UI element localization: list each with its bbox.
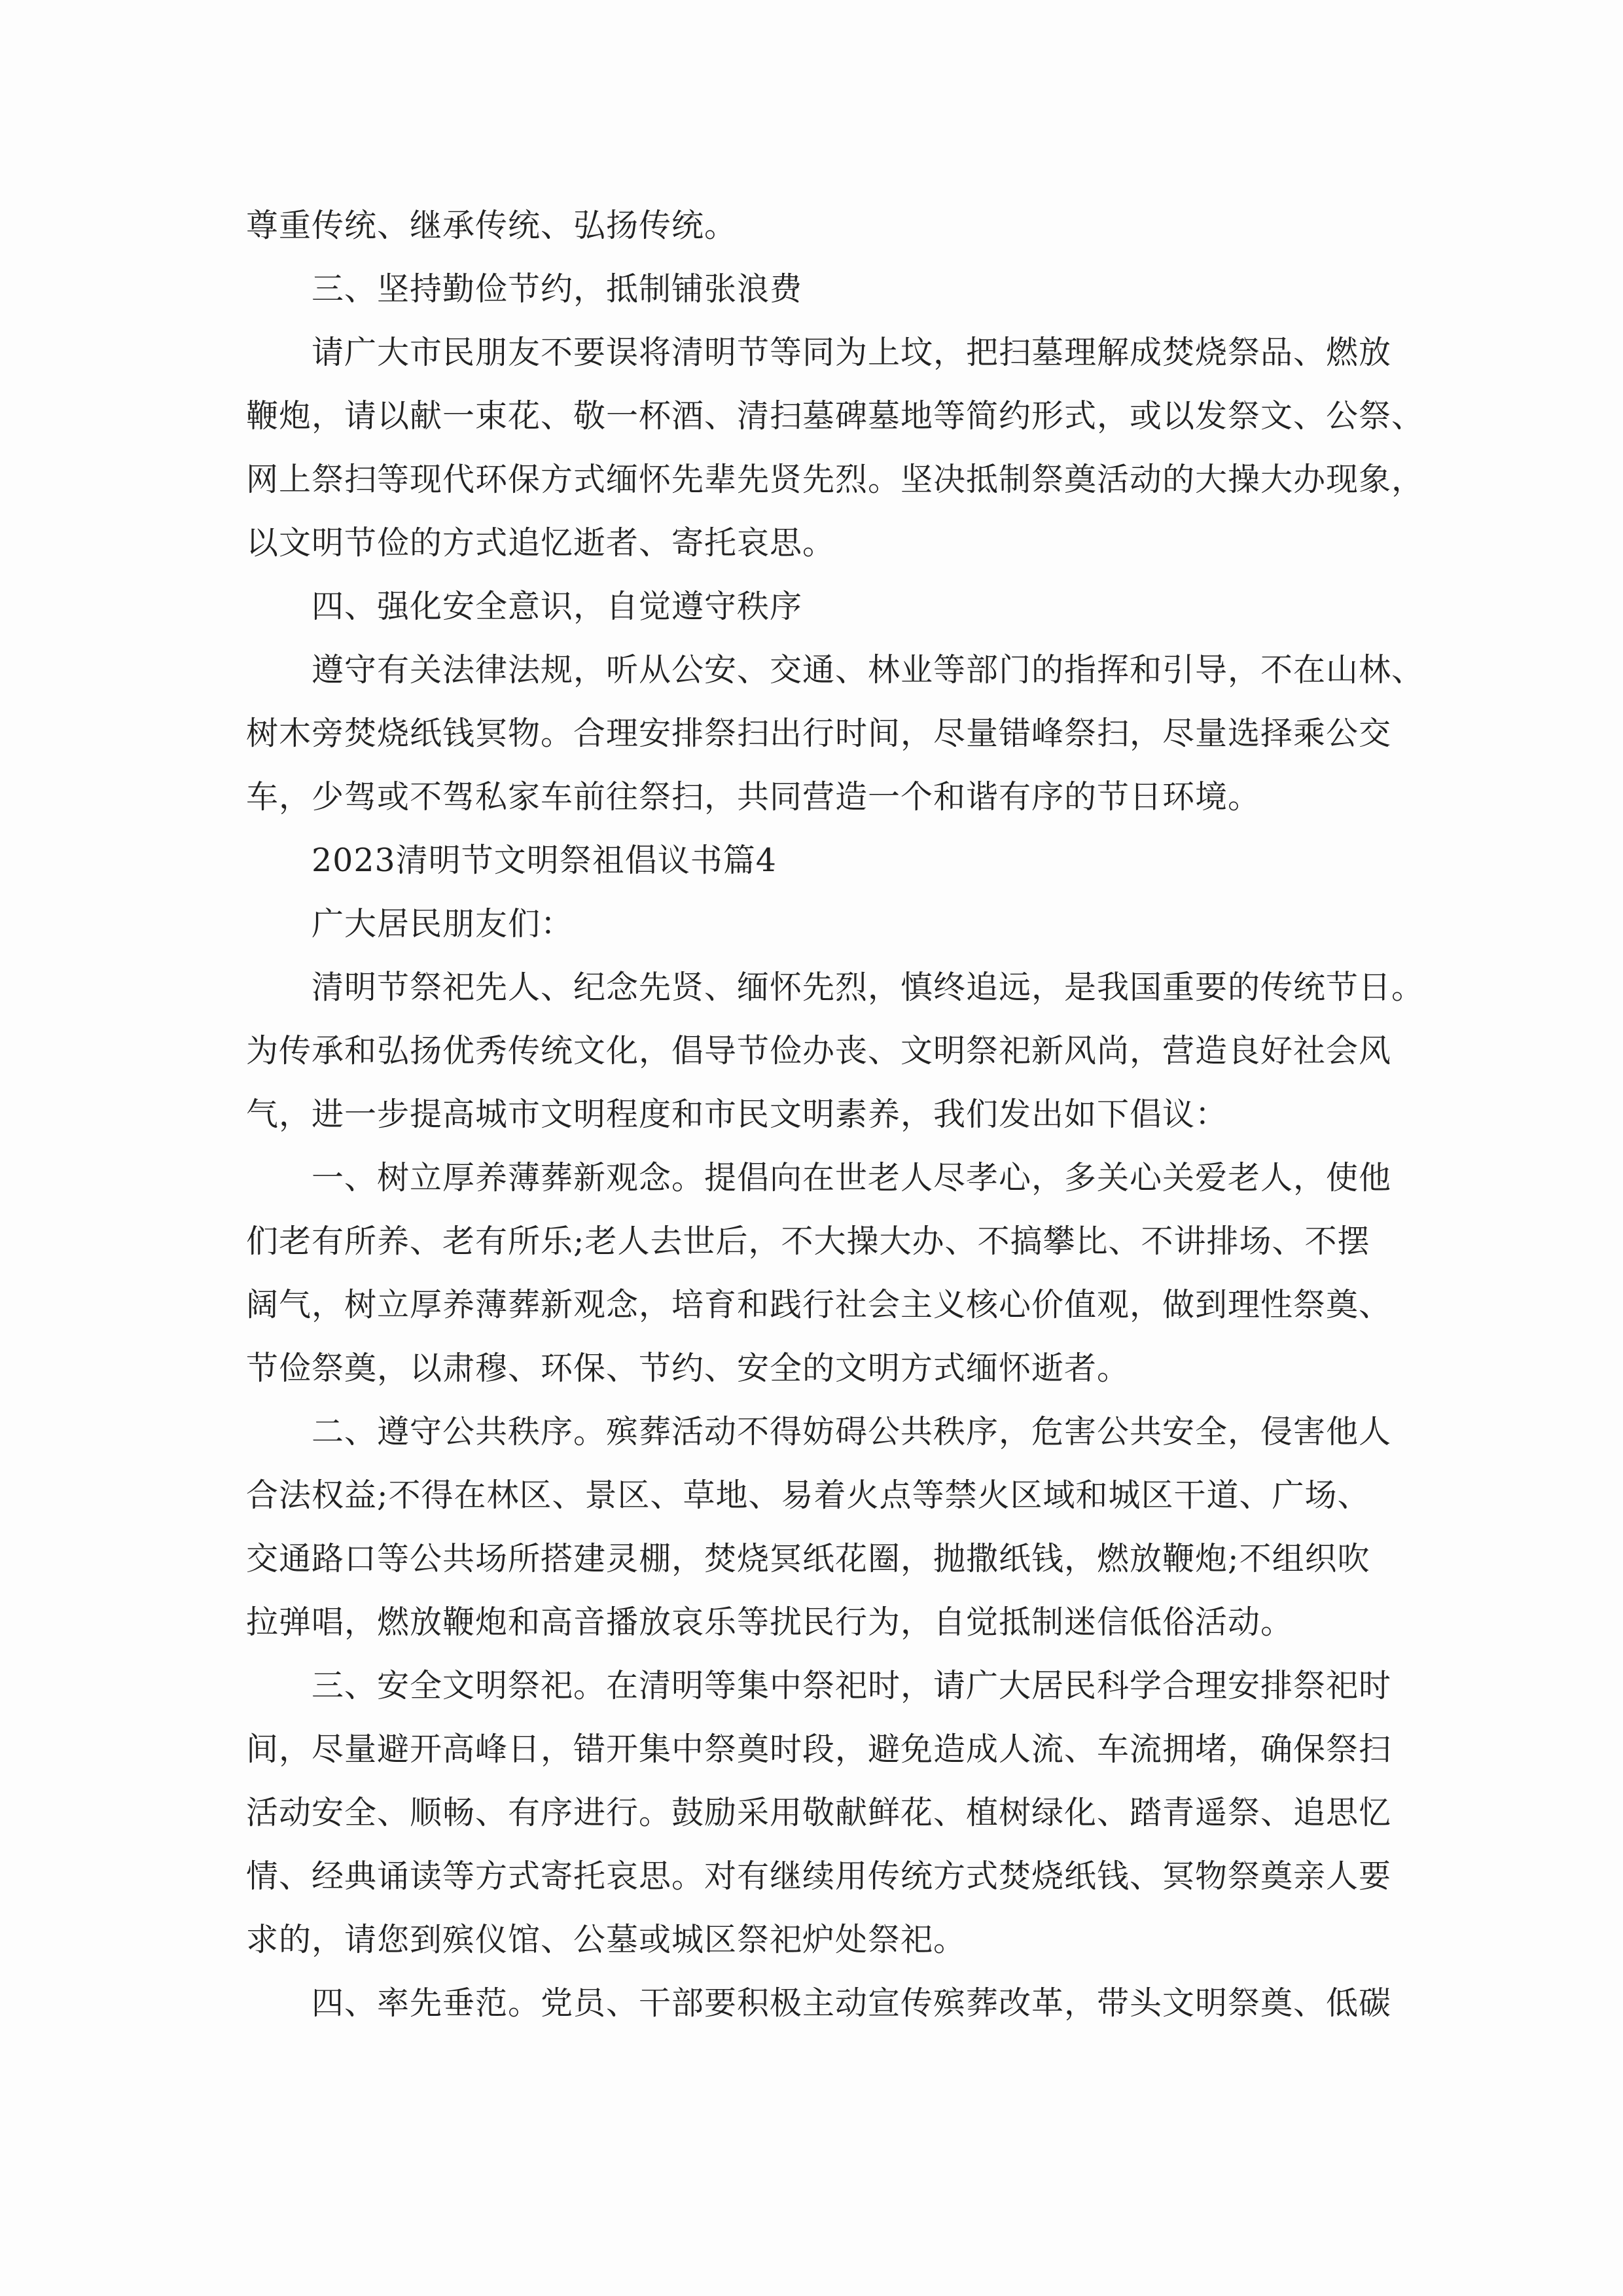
document-body	[246, 194, 1425, 2035]
text-line: 广大居民朋友们：	[312, 905, 574, 942]
text-line: 三、安全文明祭祀。在清明等集中祭祀时，请广大居民科学合理安排祭祀时	[312, 1667, 1392, 1704]
text-line: 交通路口等公共场所搭建灵棚，焚烧冥纸花圈，抛撒纸钱，燃放鞭炮;不组织吹	[246, 1540, 1370, 1577]
text-line: 节俭祭奠，以肃穆、环保、节约、安全的文明方式缅怀逝者。	[246, 1350, 1130, 1387]
text-line: 活动安全、顺畅、有序进行。鼓励采用敬献鲜花、植树绿化、踏青遥祭、追思忆	[246, 1794, 1392, 1831]
text-line: 求的，请您到殡仪馆、公墓或城区祭祀炉处祭祀。	[246, 1921, 967, 1958]
text-line: 情、经典诵读等方式寄托哀思。对有继续用传统方式焚烧纸钱、冥物祭奠亲人要	[246, 1857, 1392, 1895]
text-line: 鞭炮，请以献一束花、敬一杯酒、清扫墓碑墓地等简约形式，或以发祭文、公祭、	[246, 397, 1425, 435]
text-line: 遵守有关法律法规，听从公安、交通、林业等部门的指挥和引导，不在山林、	[312, 651, 1425, 689]
text-line: 四、强化安全意识，自觉遵守秩序	[312, 588, 803, 625]
text-line: 四、率先垂范。党员、干部要积极主动宣传殡葬改革，带头文明祭奠、低碳	[312, 1984, 1392, 2022]
text-line: 一、树立厚养薄葬新观念。提倡向在世老人尽孝心，多关心关爱老人，使他	[312, 1159, 1392, 1196]
text-line: 车，少驾或不驾私家车前往祭扫，共同营造一个和谐有序的节日环境。	[246, 778, 1261, 816]
text-line: 请广大市民朋友不要误将清明节等同为上坟，把扫墓理解成焚烧祭品、燃放	[312, 334, 1392, 371]
text-line: 网上祭扫等现代环保方式缅怀先辈先贤先烈。坚决抵制祭奠活动的大操大办现象，	[246, 461, 1425, 498]
text-line: 树木旁焚烧纸钱冥物。合理安排祭扫出行时间，尽量错峰祭扫，尽量选择乘公交	[246, 715, 1392, 752]
text-line: 以文明节俭的方式追忆逝者、寄托哀思。	[246, 524, 836, 562]
text-line: 尊重传统、继承传统、弘扬传统。	[246, 207, 738, 244]
text-line: 三、坚持勤俭节约，抵制铺张浪费	[312, 270, 803, 308]
text-line: 阔气，树立厚养薄葬新观念，培育和践行社会主义核心价值观，做到理性祭奠、	[246, 1286, 1392, 1323]
text-line: 间，尽量避开高峰日，错开集中祭奠时段，避免造成人流、车流拥堵，确保祭扫	[246, 1731, 1392, 1768]
text-line: 气，进一步提高城市文明程度和市民文明素养，我们发出如下倡议：	[246, 1096, 1228, 1133]
text-line: 合法权益;不得在林区、景区、草地、易着火点等禁火区域和城区干道、广场、	[246, 1477, 1370, 1514]
text-line: 二、遵守公共秩序。殡葬活动不得妨碍公共秩序，危害公共安全，侵害他人	[312, 1413, 1392, 1450]
text-line: 们老有所养、老有所乐;老人去世后，不大操大办、不搞攀比、不讲排场、不摆	[246, 1223, 1370, 1260]
text-line: 2023清明节文明祭祖倡议书篇4	[312, 842, 777, 879]
text-line: 为传承和弘扬优秀传统文化，倡导节俭办丧、文明祭祀新风尚，营造良好社会风	[246, 1032, 1392, 1069]
text-line: 拉弹唱，燃放鞭炮和高音播放哀乐等扰民行为，自觉抵制迷信低俗活动。	[246, 1604, 1294, 1641]
text-line: 清明节祭祀先人、纪念先贤、缅怀先烈，慎终追远，是我国重要的传统节日。	[312, 969, 1425, 1006]
